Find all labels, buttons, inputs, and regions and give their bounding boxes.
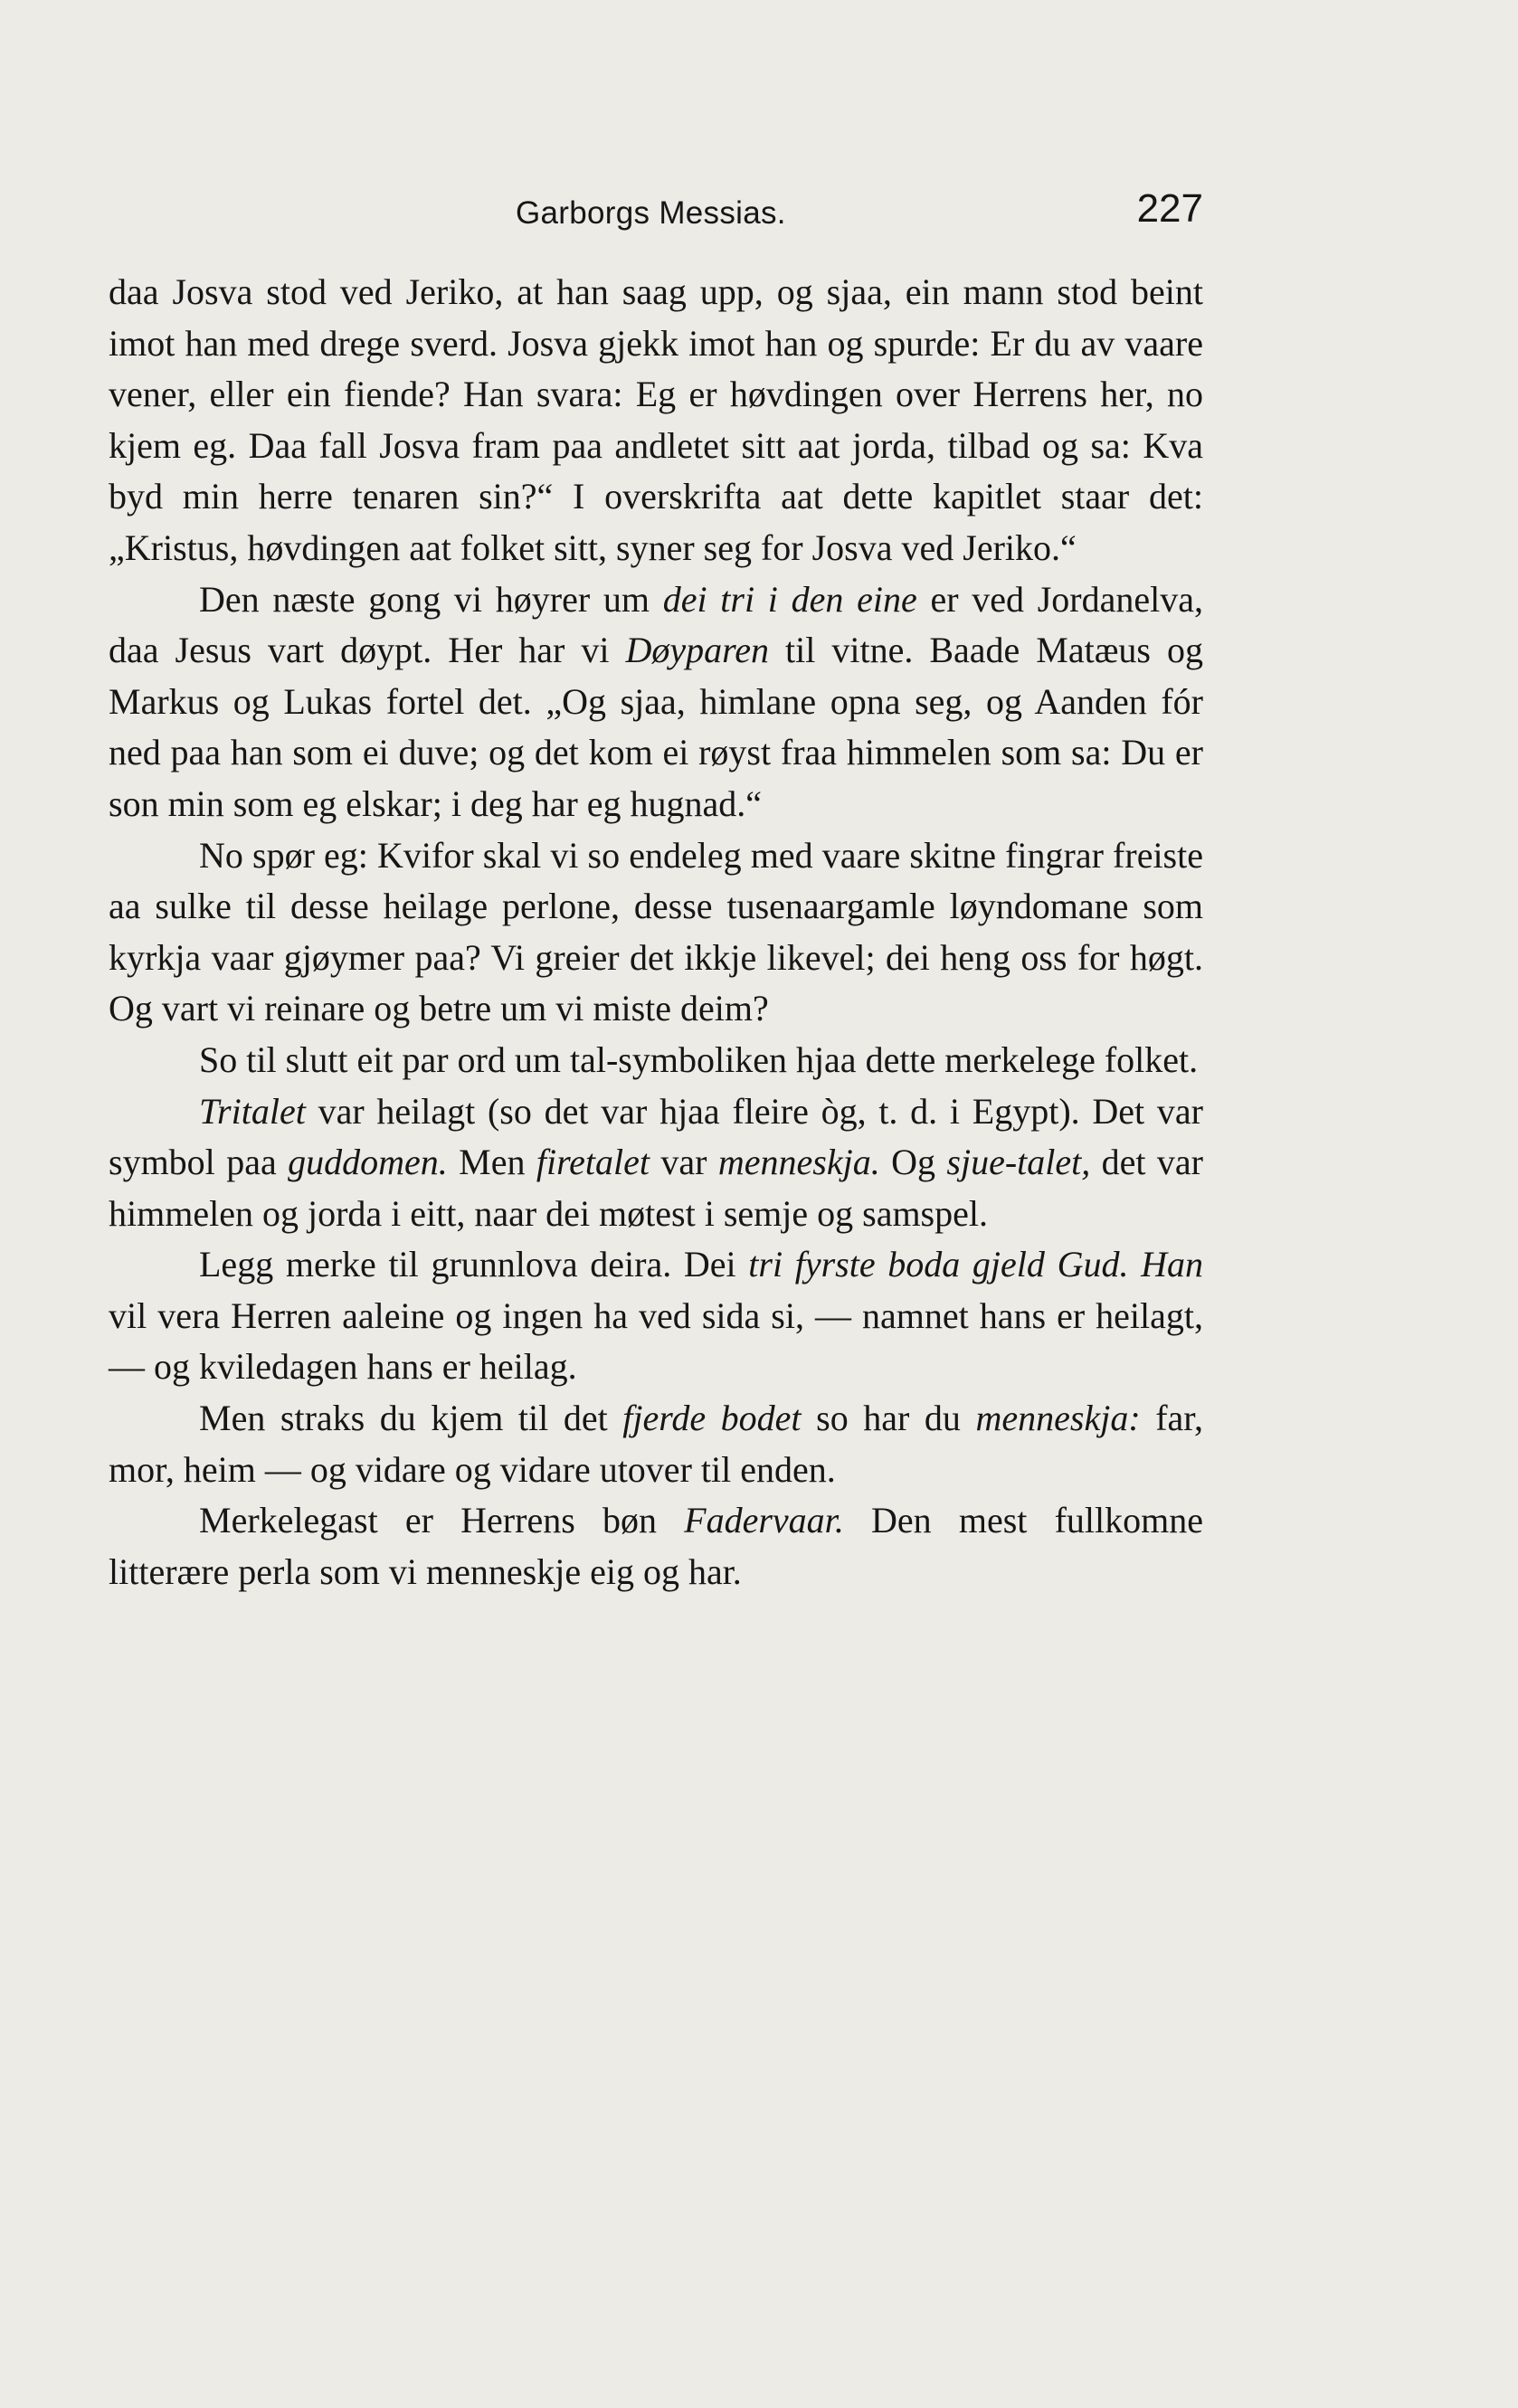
italic-text: Fadervaar. bbox=[684, 1500, 844, 1541]
text-span: daa Josva stod ved Jeriko, at han saag upp, og sjaa, ein mann stod beint imot han med drege sverd. Josva gjekk imot han og spurde: Er du av vaare vener, eller ein fiende? Han svara: Eg er høvdingen over Herrens her, no kjem eg. Daa fall Josva fram paa andletet sitt aat jorda, tilbad og sa: Kva byd min herre tenaren sin?“ I overskrifta aat dette kapitlet staar det: „Kristus, høvdingen aat folket sitt, syner seg for Josva ved Jeriko.“ bbox=[109, 271, 1203, 568]
paragraph bbox=[109, 1086, 1203, 1240]
page-number: 227 bbox=[1136, 186, 1203, 231]
italic-text: firetalet bbox=[536, 1142, 650, 1183]
italic-text: guddomen. bbox=[288, 1142, 448, 1183]
text-span: Og bbox=[879, 1142, 947, 1183]
text-span: Men straks du kjem til det bbox=[199, 1398, 623, 1439]
italic-text: menneskja. bbox=[717, 1142, 880, 1183]
text-span: er ved Jordanelva, daa Jesus vart døypt. Her har vi bbox=[109, 578, 1204, 671]
body-text bbox=[109, 267, 1203, 1597]
italic-text: Tritalet bbox=[199, 1090, 306, 1132]
italic-text: dei tri i den eine bbox=[662, 578, 917, 620]
page-header bbox=[109, 186, 1203, 244]
text-span: det var himmelen og jorda i eitt, naar dei møtest i semje og samspel. bbox=[109, 1142, 1203, 1234]
text-span: var heilagt (so det var hjaa fleire òg, t. d. i Egypt). Det var symbol paa bbox=[109, 1090, 1203, 1183]
text-span: Merkelegast er Herrens bøn bbox=[199, 1500, 685, 1541]
text-span: Den mest fullkomne litterære perla som vi menneskje eig og har. bbox=[109, 1500, 1204, 1592]
italic-text: menneskja: bbox=[975, 1398, 1141, 1439]
paragraph bbox=[109, 1035, 1203, 1086]
text-span: So til slutt eit par ord um tal-symboliken hjaa dette merkelege folket. bbox=[199, 1038, 1199, 1080]
paragraph bbox=[109, 267, 1203, 574]
paragraph bbox=[109, 1239, 1203, 1393]
text-span: vil vera Herren aaleine og ingen ha ved sida si, — namnet hans er heilagt, — og kviledagen hans er heilag. bbox=[109, 1294, 1203, 1388]
italic-text: Døyparen bbox=[625, 630, 769, 671]
text-span: so har du bbox=[801, 1398, 976, 1439]
text-span: Den næste gong vi høyrer um bbox=[199, 578, 663, 620]
paragraph bbox=[109, 1393, 1203, 1495]
text-span: far, mor, heim — og vidare og vidare utover til enden. bbox=[109, 1398, 1204, 1490]
running-head: Garborgs Messias. bbox=[516, 195, 786, 231]
text-span: No spør eg: Kvifor skal vi so endeleg med vaare skitne fingrar freiste aa sulke til desse heilage perlone, desse tusenaargamle løyndomane som kyrkja vaar gjøymer paa? Vi greier det ikkje likevel; dei heng oss for høgt. Og vart vi reinare og betre um vi miste deim? bbox=[109, 834, 1203, 1029]
paragraph bbox=[109, 574, 1203, 830]
paragraph bbox=[109, 1495, 1203, 1597]
italic-text: fjerde bodet bbox=[622, 1398, 802, 1439]
text-span: til vitne. Baade Matæus og Markus og Lukas fortel det. „Og sjaa, himlane opna seg, og Aanden fór ned paa han som ei duve; og det kom ei røyst fraa himmelen som sa: Du er son min som eg elskar; i deg har eg hugnad.“ bbox=[109, 630, 1203, 824]
text-span: Men bbox=[447, 1142, 536, 1183]
text-span: var bbox=[650, 1142, 718, 1183]
italic-text: tri fyrste boda gjeld Gud. Han bbox=[748, 1244, 1203, 1285]
italic-text: sjue-talet, bbox=[946, 1142, 1091, 1183]
paragraph bbox=[109, 830, 1203, 1035]
text-span: Legg merke til grunnlova deira. Dei bbox=[199, 1244, 749, 1285]
